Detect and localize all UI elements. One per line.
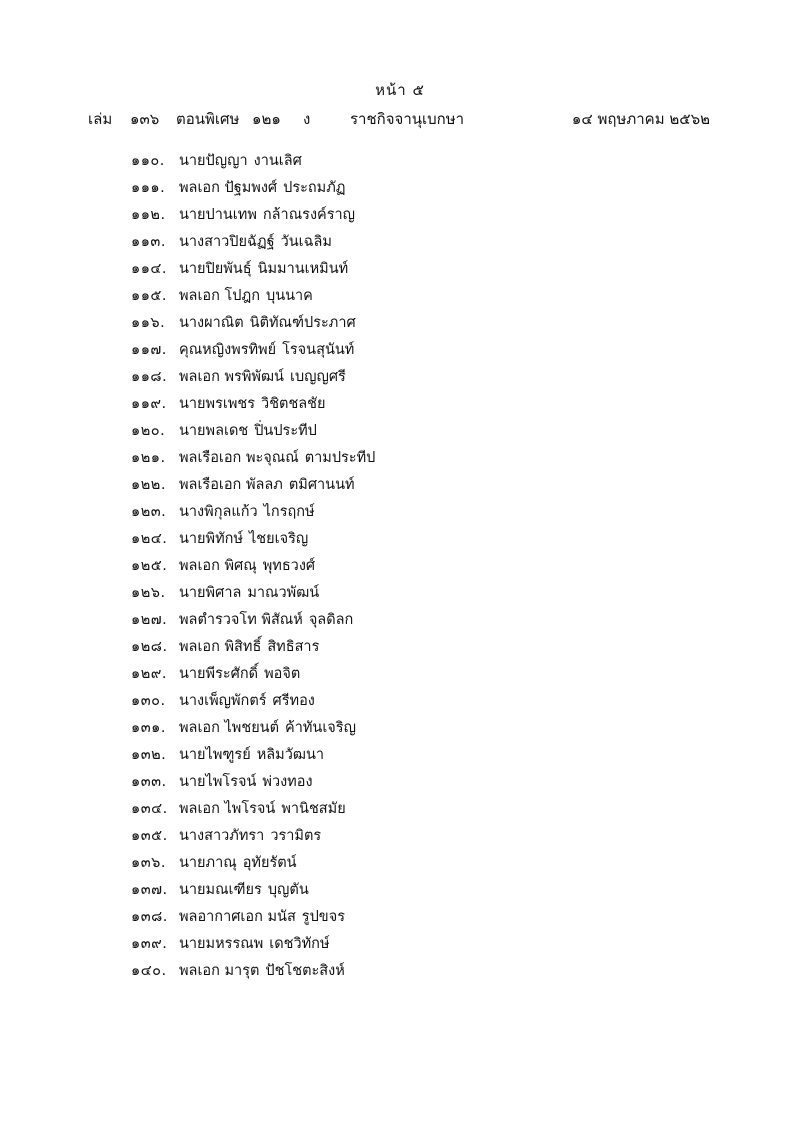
volume-label: เล่ม — [88, 110, 113, 128]
list-item-number: ๑๓๐. — [131, 693, 166, 709]
list-item-surname: กล้าณรงค์ราญ — [262, 207, 356, 223]
list-item — [131, 420, 375, 447]
list-item-given-name: พลตำรวจโท พิสัณห์ — [179, 612, 303, 628]
list-item-surname: ไกรฤกษ์ — [263, 504, 315, 520]
list-item-number: ๑๒๔. — [131, 531, 168, 547]
list-item-number: ๑๓๕. — [131, 828, 168, 844]
list-item-given-name: พลเรือเอก พะจุณณ์ — [179, 450, 299, 466]
list-item-given-name: นางสาวปิยฉัฏฐ์ — [179, 234, 275, 250]
list-item-surname: ปัชโชตะสิงห์ — [265, 963, 345, 979]
list-item-given-name: นายภาณุ — [179, 855, 237, 871]
list-item-given-name: นางเพ็ญพักตร์ — [179, 693, 267, 709]
list-item — [131, 906, 375, 933]
list-item-surname: พานิชสมัย — [281, 801, 346, 817]
list-item-surname: พ่วงทอง — [262, 774, 313, 790]
list-item-given-name: นายปัญญา — [179, 153, 248, 169]
list-item-given-name: นายปานเทพ — [179, 207, 257, 223]
list-item-number: ๑๓๓. — [131, 774, 167, 790]
list-item-number: ๑๒๓. — [131, 504, 167, 520]
list-item-surname: ค้าทันเจริญ — [285, 720, 356, 736]
list-item — [131, 285, 375, 312]
list-item-given-name: พลอากาศเอก มนัส — [179, 909, 296, 925]
list-item — [131, 798, 375, 825]
list-item-number: ๑๓๒. — [131, 747, 167, 763]
list-item-surname: เดชวิทักษ์ — [269, 936, 330, 952]
list-item — [131, 609, 375, 636]
list-item — [131, 636, 375, 663]
list-item-surname: ประถมภัฏ — [283, 180, 346, 196]
list-item-number: ๑๑๘. — [131, 369, 168, 385]
gazette-header — [88, 107, 710, 129]
list-item-given-name: นางพิกุลแก้ว — [179, 504, 258, 520]
list-item-given-name: นางสาวภัทรา — [179, 828, 265, 844]
list-item-number: ๑๓๖. — [131, 855, 166, 871]
list-item-surname: วรามิตร — [270, 828, 322, 844]
list-item — [131, 825, 375, 852]
publication-date: ๑๔ พฤษภาคม ๒๕๖๒ — [571, 110, 710, 128]
section-number: ๑๒๑ — [252, 110, 281, 128]
list-item — [131, 177, 375, 204]
list-item-given-name: นายพิทักษ์ — [179, 531, 244, 547]
list-item — [131, 582, 375, 609]
list-item-number: ๑๒๘. — [131, 639, 168, 655]
list-item-given-name: คุณหญิงพรทิพย์ — [179, 342, 277, 358]
list-item-surname: ตามประทีป — [304, 450, 376, 466]
list-item-number: ๑๒๒. — [131, 477, 166, 493]
list-item-surname: พอจิต — [264, 666, 301, 682]
list-item-surname: อุทัยรัตน์ — [242, 855, 297, 871]
list-item — [131, 447, 375, 474]
list-item — [131, 204, 375, 231]
list-item-number: ๑๑๗. — [131, 342, 167, 358]
list-item-surname: ปิ่นประทีป — [254, 423, 317, 439]
list-item — [131, 771, 375, 798]
page-number: หน้า ๕ — [375, 81, 425, 99]
list-item-number: ๑๒๐. — [131, 423, 166, 439]
list-item — [131, 960, 375, 987]
list-item-given-name: พลเอก พิศณุ — [179, 558, 257, 574]
list-item-number: ๑๑๖. — [131, 315, 166, 331]
list-item — [131, 852, 375, 879]
list-item-number: ๑๔๐. — [131, 963, 167, 979]
list-item-given-name: นายพรเพชร — [179, 396, 256, 412]
list-item-number: ๑๒๖. — [131, 585, 166, 601]
list-item-number: ๑๓๘. — [131, 909, 168, 925]
list-item — [131, 312, 375, 339]
list-item-number: ๑๓๗. — [131, 882, 168, 898]
list-item-number: ๑๒๗. — [131, 612, 168, 628]
list-item-surname: สิทธิสาร — [267, 639, 320, 655]
list-item-number: ๑๒๕. — [131, 558, 168, 574]
list-item-surname: วันเฉลิม — [280, 234, 332, 250]
list-item-surname: มาณวพัฒน์ — [247, 585, 320, 601]
list-item-given-name: นายพิศาล — [179, 585, 242, 601]
list-item — [131, 879, 375, 906]
list-item-surname: วิชิตชลชัย — [261, 396, 326, 412]
list-item-number: ๑๒๙. — [131, 666, 167, 682]
list-item — [131, 393, 375, 420]
list-item-surname: เบญญศรี — [289, 369, 346, 385]
list-item-surname: บุญตัน — [267, 882, 309, 898]
list-item-surname: บุนนาค — [266, 288, 313, 304]
list-item — [131, 555, 375, 582]
list-item — [131, 258, 375, 285]
list-item-given-name: นายไพฑูรย์ — [179, 747, 251, 763]
section-letter: ง — [303, 110, 311, 128]
list-item-number: ๑๑๔. — [131, 261, 167, 277]
list-item-given-name: พลเอก ไพโรจน์ — [179, 801, 276, 817]
list-item-given-name: พลเอก มารุต — [179, 963, 260, 979]
list-item-surname: รูปขจร — [301, 909, 345, 925]
list-item — [131, 690, 375, 717]
list-item-surname: พุทธวงศ์ — [262, 558, 316, 574]
list-item — [131, 339, 375, 366]
list-item-given-name: นายมหรรณพ — [179, 936, 264, 952]
list-item-given-name: พลเรือเอก พัลลภ — [179, 477, 283, 493]
list-item — [131, 744, 375, 771]
list-item-surname: ไชยเจริญ — [249, 531, 309, 547]
list-item-number: ๑๑๐. — [131, 153, 165, 169]
list-item-surname: โรจนสุนันท์ — [282, 342, 355, 358]
volume-number: ๑๓๖ — [130, 110, 160, 128]
list-item-surname: งานเลิศ — [253, 153, 302, 169]
list-item — [131, 366, 375, 393]
list-item-number: ๑๓๔. — [131, 801, 168, 817]
list-item-number: ๑๒๑. — [131, 450, 166, 466]
list-item-given-name: นายปิยพันธุ์ — [179, 261, 252, 277]
list-item-surname: ศรีทอง — [272, 693, 315, 709]
list-item — [131, 231, 375, 258]
list-item-given-name: พลเอก ไพชยนต์ — [179, 720, 280, 736]
list-item-given-name: พลเอก พิสิทธิ์ — [179, 639, 262, 655]
list-item-given-name: พลเอก โปฎก — [179, 288, 261, 304]
list-item-surname: จุลดิลก — [308, 612, 354, 628]
list-item-given-name: นายมณเฑียร — [179, 882, 262, 898]
list-item-given-name: พลเอก ปัฐมพงศ์ — [179, 180, 278, 196]
list-item — [131, 717, 375, 744]
list-item-given-name: นายพีระศักดิ์ — [179, 666, 259, 682]
section-label: ตอนพิเศษ — [176, 110, 240, 128]
list-item-number: ๑๑๑. — [131, 180, 166, 196]
list-item-number: ๑๓๑. — [131, 720, 166, 736]
list-item-number: ๑๑๒. — [131, 207, 166, 223]
list-item — [131, 933, 375, 960]
list-item-number: ๑๑๙. — [131, 396, 167, 412]
appointee-list — [131, 150, 375, 987]
list-item-given-name: นายพลเดช — [179, 423, 249, 439]
list-item-given-name: พลเอก พรพิพัฒน์ — [179, 369, 284, 385]
list-item — [131, 528, 375, 555]
list-item-number: ๑๓๙. — [131, 936, 168, 952]
list-item-number: ๑๑๕. — [131, 288, 167, 304]
list-item — [131, 501, 375, 528]
list-item — [131, 474, 375, 501]
list-item-surname: นิติทัณฑ์ประภาศ — [249, 315, 356, 331]
list-item-given-name: นายไพโรจน์ — [179, 774, 257, 790]
list-item-surname: หลิมวัฒนา — [256, 747, 325, 763]
list-item — [131, 663, 375, 690]
gazette-name: ราชกิจจานุเบกษา — [350, 110, 465, 128]
list-item-surname: ตมิศานนท์ — [288, 477, 355, 493]
list-item — [131, 150, 375, 177]
list-item-given-name: นางผาณิต — [179, 315, 244, 331]
list-item-surname: นิมมานเหมินท์ — [257, 261, 349, 277]
list-item-number: ๑๑๓. — [131, 234, 166, 250]
